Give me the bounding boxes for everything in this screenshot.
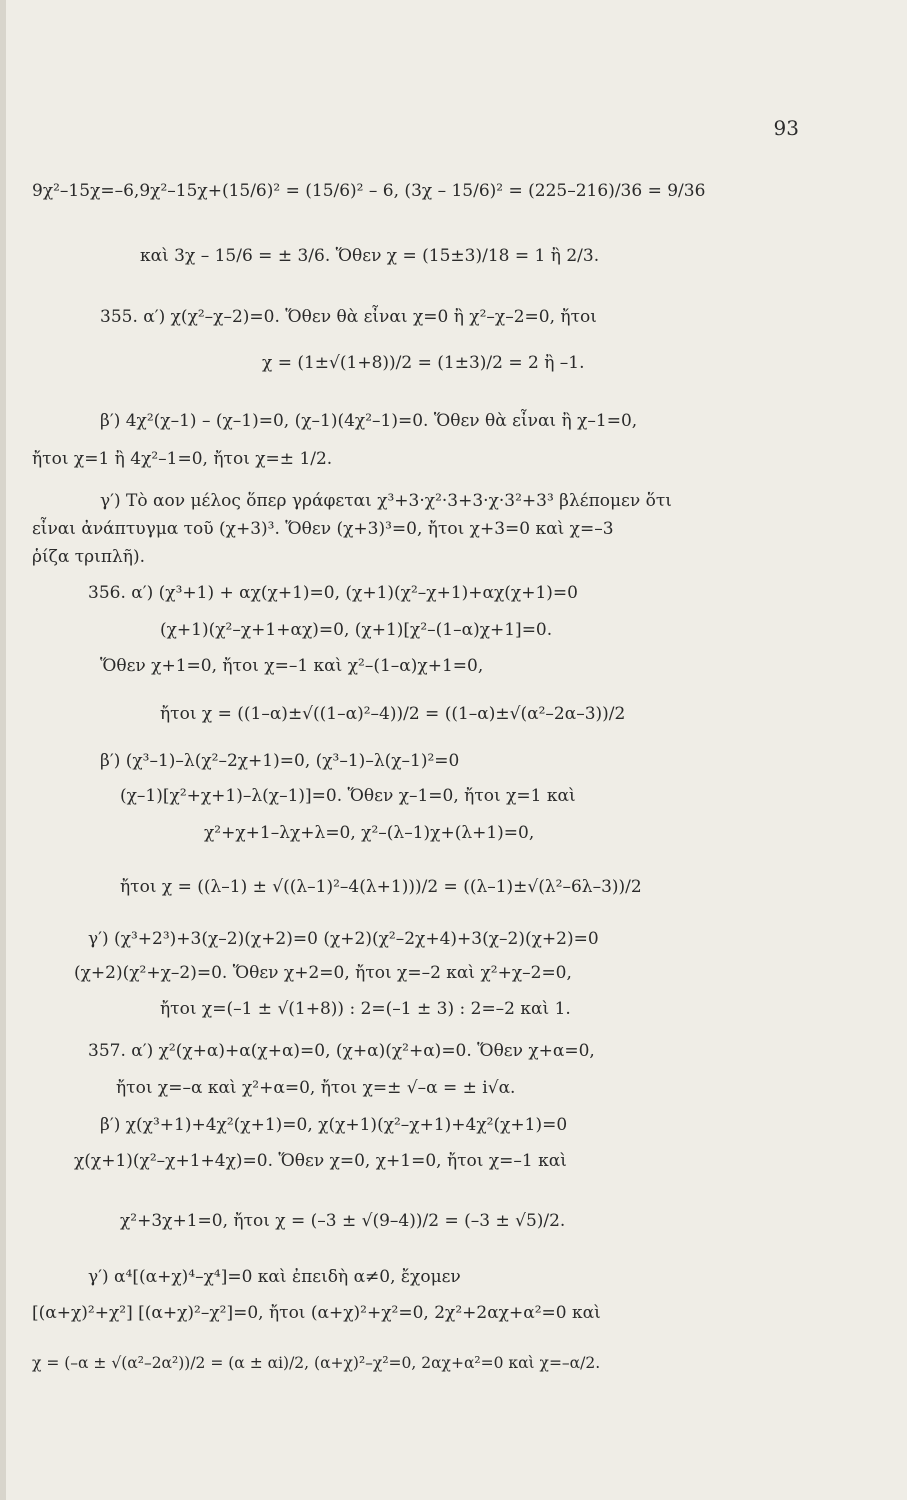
- text-line: χ = (1±√(1+8))/2 = (1±3)/2 = 2 ἢ –1.: [262, 353, 585, 373]
- text-line: ἤτοι χ=1 ἢ 4χ²–1=0, ἤτοι χ=± 1/2.: [32, 449, 333, 469]
- text-line: 357. α′) χ²(χ+α)+α(χ+α)=0, (χ+α)(χ²+α)=0. Ὅθεν χ+α=0,: [88, 1041, 595, 1061]
- text-line: γ′) (χ³+2³)+3(χ–2)(χ+2)=0 (χ+2)(χ²–2χ+4)+3(χ–2)(χ+2)=0: [88, 929, 599, 949]
- text-line: γ′) Τὸ αον μέλος ὅπερ γράφεται χ³+3·χ²·3+3·χ·3²+3³ βλέπομεν ὅτι: [100, 491, 672, 511]
- page-spine-shadow: [0, 0, 6, 1500]
- text-line: 355. α′) χ(χ²–χ–2)=0. Ὅθεν θὰ εἶναι χ=0 ἢ χ²–χ–2=0, ἤτοι: [100, 307, 597, 327]
- text-line: β′) χ(χ³+1)+4χ²(χ+1)=0, χ(χ+1)(χ²–χ+1)+4χ²(χ+1)=0: [100, 1115, 568, 1135]
- text-line: ἤτοι χ=–α καὶ χ²+α=0, ἤτοι χ=± √–α = ± i√α.: [116, 1078, 516, 1098]
- text-line: 9χ²–15χ=–6,9χ²–15χ+(15/6)² = (15/6)² – 6, (3χ – 15/6)² = (225–216)/36 = 9/36: [32, 181, 706, 201]
- text-line: Ὅθεν χ+1=0, ἤτοι χ=–1 καὶ χ²–(1–α)χ+1=0,: [100, 656, 484, 676]
- text-line: 356. α′) (χ³+1) + αχ(χ+1)=0, (χ+1)(χ²–χ+1)+αχ(χ+1)=0: [88, 583, 578, 603]
- text-line: (χ–1)[χ²+χ+1)–λ(χ–1)]=0. Ὅθεν χ–1=0, ἤτοι χ=1 καὶ: [120, 786, 576, 806]
- text-line: καὶ 3χ – 15/6 = ± 3/6. Ὅθεν χ = (15±3)/18 = 1 ἢ 2/3.: [140, 246, 600, 266]
- text-line: ἤτοι χ = ((1–α)±√((1–α)²–4))/2 = ((1–α)±√(α²–2α–3))/2: [160, 704, 626, 724]
- text-line: χ(χ+1)(χ²–χ+1+4χ)=0. Ὅθεν χ=0, χ+1=0, ἤτοι χ=–1 καὶ: [74, 1151, 567, 1171]
- text-line: (χ+2)(χ²+χ–2)=0. Ὅθεν χ+2=0, ἤτοι χ=–2 καὶ χ²+χ–2=0,: [74, 963, 572, 983]
- text-line: εἶναι ἀνάπτυγμα τοῦ (χ+3)³. Ὅθεν (χ+3)³=0, ἤτοι χ+3=0 καὶ χ=–3: [32, 519, 614, 539]
- text-line: χ²+χ+1–λχ+λ=0, χ²–(λ–1)χ+(λ+1)=0,: [204, 823, 535, 843]
- text-line: ῥίζα τριπλῆ).: [32, 547, 145, 567]
- text-line: (χ+1)(χ²–χ+1+αχ)=0, (χ+1)[χ²–(1–α)χ+1]=0.: [160, 620, 553, 640]
- text-line: χ²+3χ+1=0, ἤτοι χ = (–3 ± √(9–4))/2 = (–3 ± √5)/2.: [120, 1211, 566, 1231]
- text-line: β′) (χ³–1)–λ(χ²–2χ+1)=0, (χ³–1)–λ(χ–1)²=0: [100, 751, 460, 771]
- text-line: [(α+χ)²+χ²] [(α+χ)²–χ²]=0, ἤτοι (α+χ)²+χ²=0, 2χ²+2αχ+α²=0 καὶ: [32, 1303, 601, 1323]
- page-number: 93: [773, 116, 799, 140]
- text-line: ἤτοι χ=(–1 ± √(1+8)) : 2=(–1 ± 3) : 2=–2 καὶ 1.: [160, 999, 571, 1019]
- text-line: χ = (–α ± √(α²–2α²))/2 = (α ± αi)/2, (α+χ)²–χ²=0, 2αχ+α²=0 καὶ χ=–α/2.: [32, 1354, 601, 1372]
- text-line: β′) 4χ²(χ–1) – (χ–1)=0, (χ–1)(4χ²–1)=0. Ὅθεν θὰ εἶναι ἢ χ–1=0,: [100, 411, 638, 431]
- text-line: γ′) α⁴[(α+χ)⁴–χ⁴]=0 καὶ ἐπειδὴ α≠0, ἔχομεν: [88, 1267, 461, 1287]
- text-line: ἤτοι χ = ((λ–1) ± √((λ–1)²–4(λ+1)))/2 = ((λ–1)±√(λ²–6λ–3))/2: [120, 877, 642, 897]
